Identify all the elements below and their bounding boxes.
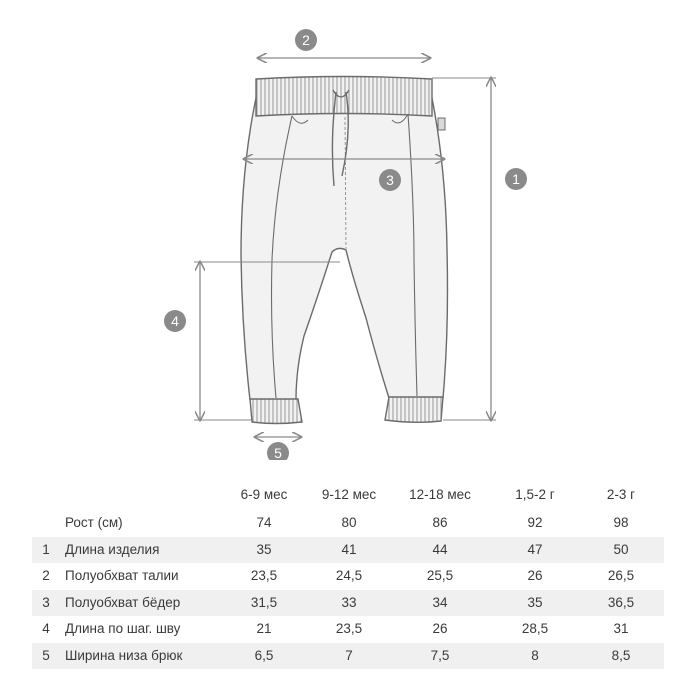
row-value: 35 [256, 541, 272, 557]
row-value: 47 [527, 541, 543, 557]
row-value: 25,5 [426, 568, 454, 583]
row-value: 86 [432, 515, 448, 530]
row-value: 34 [432, 594, 448, 610]
row-label: Полуобхват бёдер [65, 594, 181, 610]
row-value: 98 [613, 515, 629, 530]
row-value: 21 [256, 621, 272, 636]
size-table [32, 480, 664, 669]
label-tag [438, 118, 445, 130]
table-row [32, 643, 664, 670]
marker-1 [505, 168, 527, 190]
row-number [32, 510, 60, 537]
table-row [32, 563, 664, 590]
row-value: 41 [341, 541, 357, 557]
row-value: 8,5 [611, 647, 631, 663]
row-label: Длина изделия [65, 541, 160, 557]
size-header: 1,5-2 г [515, 487, 555, 502]
row-value: 26 [527, 568, 543, 583]
row-value: 74 [256, 515, 272, 530]
left-cuff [250, 399, 302, 424]
row-number: 3 [42, 594, 50, 610]
row-value: 80 [341, 515, 357, 530]
size-header: 2-3 г [606, 487, 636, 502]
row-label: Рост (см) [65, 515, 123, 530]
marker-5 [267, 442, 289, 460]
row-value: 31,5 [250, 594, 278, 610]
row-value: 26,5 [607, 568, 635, 583]
table-row [32, 537, 664, 564]
pants-illustration [241, 77, 448, 424]
row-value: 31 [613, 621, 629, 636]
row-value: 28,5 [521, 621, 549, 636]
svg-text:3: 3 [386, 172, 394, 188]
row-number: 2 [42, 568, 50, 583]
row-value: 7 [345, 647, 353, 663]
size-header: 6-9 мес [240, 487, 288, 502]
size-header-row [32, 480, 664, 510]
right-cuff [385, 397, 443, 422]
svg-text:5: 5 [274, 445, 282, 460]
marker-2 [295, 29, 317, 51]
row-value: 6,5 [254, 647, 274, 663]
marker-3 [379, 169, 401, 191]
size-header: 9-12 мес [321, 487, 377, 502]
size-header: 12-18 мес [409, 487, 471, 502]
row-value: 23,5 [250, 568, 278, 583]
row-value: 8 [531, 647, 539, 663]
row-number: 4 [42, 621, 50, 636]
svg-text:2: 2 [302, 32, 310, 48]
row-value: 26 [432, 621, 448, 636]
row-value: 33 [341, 594, 357, 610]
row-value: 50 [613, 541, 629, 557]
row-label: Полуобхват талии [65, 568, 179, 583]
row-value: 36,5 [607, 594, 635, 610]
row-value: 35 [527, 594, 543, 610]
row-number: 5 [42, 647, 50, 663]
marker-4 [164, 310, 186, 332]
row-label: Длина по шаг. шву [65, 621, 181, 636]
row-value: 23,5 [335, 621, 363, 636]
row-number: 1 [42, 541, 50, 557]
row-value: 7,5 [430, 647, 450, 663]
table-row [32, 590, 664, 617]
row-value: 44 [432, 541, 448, 557]
row-value: 24,5 [335, 568, 363, 583]
pants-body [241, 98, 448, 400]
row-label: Ширина низа брюк [65, 647, 183, 663]
svg-text:1: 1 [512, 171, 520, 187]
table-row [32, 616, 664, 643]
table-row [32, 510, 664, 537]
row-value: 92 [527, 515, 543, 530]
svg-text:4: 4 [171, 313, 179, 329]
